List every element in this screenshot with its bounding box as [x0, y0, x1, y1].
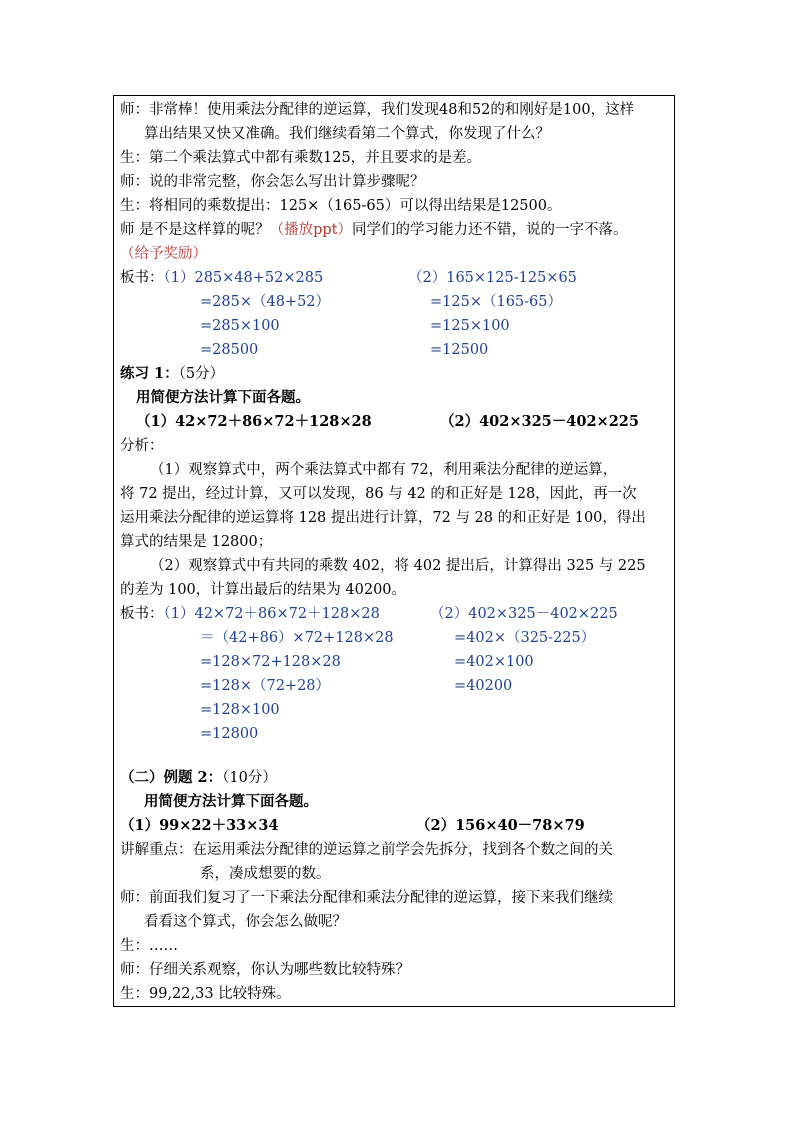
exercise-1-q2: （2）402×325－402×225: [440, 413, 639, 430]
board1-right-step3: =125×100: [430, 318, 510, 334]
analysis-label: 分析：: [120, 438, 164, 454]
board-writing-1: [120, 266, 323, 290]
board2-left-step6: =12800: [200, 726, 259, 742]
analysis-1-line-3: 运用乘法分配律的逆运算将 128 提出进行计算，72 与 28 的和正好是 100，得出: [120, 510, 646, 526]
example-2-title: （二）例题 2：: [120, 769, 223, 786]
teacher-line-3-c: 同学们的学习能力还不错，说的一字不落。: [352, 222, 628, 238]
exercise-1-heading: [120, 362, 224, 386]
board2-left-step2: ＝（42+86）×72+128×28: [200, 630, 394, 646]
board2-left-step4: =128×（72+28）: [200, 678, 331, 694]
teacher-line-1: 师：非常棒！使用乘法分配律的逆运算，我们发现48和52的和刚好是100，这样: [120, 102, 635, 118]
board-writing-2: [120, 602, 380, 626]
board2-left-step5: =128×100: [200, 702, 280, 718]
exercise-1-time: （5分）: [178, 366, 225, 382]
board1-left-step4: =28500: [200, 342, 259, 358]
example-2-q2: （2）156×40－78×79: [416, 817, 585, 834]
board1-left-step1: （1）285×48+52×285: [163, 270, 324, 286]
student-line-4: 生：99,22,33 比较特殊。: [120, 986, 291, 1002]
play-ppt-note: （播放ppt）: [269, 222, 352, 238]
analysis-1-line-1: （1）观察算式中，两个乘法算式中都有 72，利用乘法分配律的逆运算，: [150, 462, 618, 478]
exercise-1-title: 练习 1：: [120, 365, 179, 382]
key-point-line-2: 系，凑成想要的数。: [200, 866, 331, 882]
teacher-line-3-a: 师 是不是这样算的呢？: [120, 222, 270, 238]
board2-left-step3: =128×72+128×28: [200, 654, 341, 670]
reward-note: （给予奖励）: [120, 246, 207, 262]
student-line-3: 生：……: [120, 938, 178, 954]
board1-left-step3: =285×100: [200, 318, 280, 334]
teacher-line-1-cont: 算出结果又快又准确。我们继续看第二个算式，你发现了什么？: [144, 126, 550, 142]
example-2-task: 用简便方法计算下面各题。: [144, 793, 318, 810]
teacher-line-2: 师：说的非常完整，你会怎么写出计算步骤呢？: [120, 174, 425, 190]
board2-right-step3: =402×100: [454, 654, 534, 670]
board2-right-step4: =40200: [454, 678, 513, 694]
board2-left-step1: （1）42×72＋86×72＋128×28: [163, 606, 380, 622]
analysis-2-line-1: （2）观察算式中有共同的乘数 402，将 402 提出后，计算得出 325 与 225: [150, 558, 646, 574]
board1-right-step1: （2）165×125-125×65: [408, 270, 577, 286]
board2-right-step2: =402×（325-225）: [454, 630, 596, 646]
board1-right-step4: =12500: [430, 342, 489, 358]
example-2-heading: [120, 766, 277, 790]
exercise-1-q1: （1）42×72＋86×72＋128×28: [136, 413, 372, 430]
teacher-line-4-cont: 看看这个算式，你会怎么做呢？: [144, 914, 347, 930]
student-line-1: 生：第二个乘法算式中都有乘数125，并且要求的是差。: [120, 150, 482, 166]
board1-right-step2: =125×（165-65）: [430, 294, 563, 310]
analysis-1-line-4: 算式的结果是 12800；: [120, 534, 273, 550]
board-label: 板书：: [120, 270, 164, 286]
board2-label: 板书：: [120, 606, 164, 622]
board1-left-step2: =285×（48+52）: [200, 294, 331, 310]
key-point-line-1: 讲解重点：在运用乘法分配律的逆运算之前学会先拆分，找到各个数之间的关: [120, 842, 613, 858]
example-2-time: （10分）: [222, 770, 277, 786]
exercise-1-task: 用简便方法计算下面各题。: [136, 389, 310, 406]
teacher-line-3: [120, 218, 628, 242]
example-2-q1: （1）99×22＋33×34: [120, 817, 279, 834]
teacher-line-4: 师：前面我们复习了一下乘法分配律和乘法分配律的逆运算，接下来我们继续: [120, 890, 613, 906]
analysis-2-line-2: 的差为 100，计算出最后的结果为 40200。: [120, 582, 407, 598]
student-line-2: 生：将相同的乘数提出：125×（165-65）可以得出结果是12500。: [120, 198, 562, 214]
teacher-line-5: 师：仔细关系观察，你认为哪些数比较特殊？: [120, 962, 410, 978]
board2-right-step1: （2）402×325－402×225: [430, 606, 618, 622]
analysis-1-line-2: 将 72 提出，经过计算，又可以发现，86 与 42 的和正好是 128，因此，再一次: [120, 486, 637, 502]
